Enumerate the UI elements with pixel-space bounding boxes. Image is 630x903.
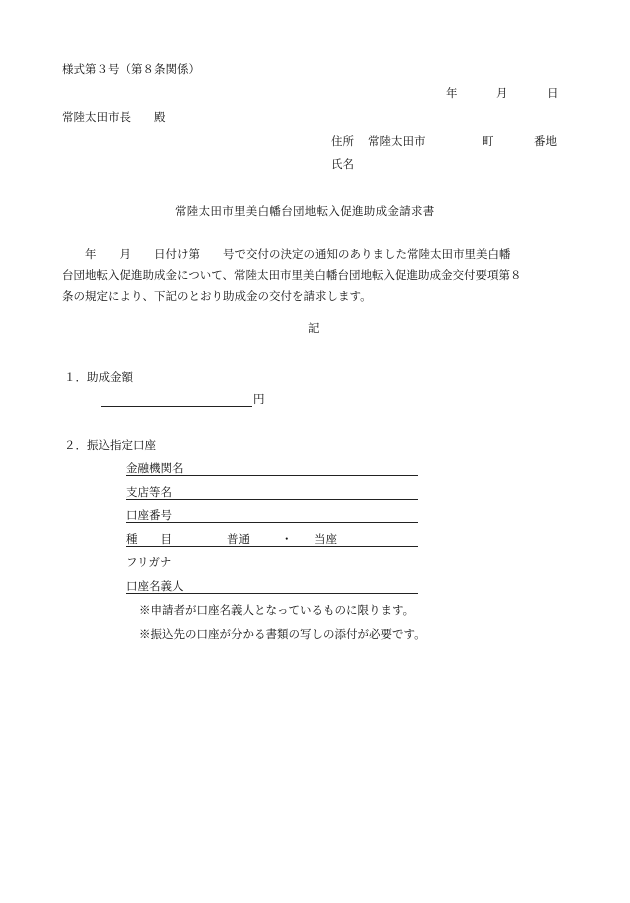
date-month: 月 [496,86,508,100]
address-label: 住所 [331,134,354,148]
body-line-1: 年 月 日付け第 号で交付の決定の通知のありました常陸太田市里美白幡 [62,247,511,261]
name-label: 氏名 [331,157,354,171]
section1-heading: １．助成金額 [64,370,133,384]
branch-label: 支店等名 [126,485,172,499]
account-type-field [126,532,418,547]
address-number: 番地 [534,134,557,148]
account-number-field [126,508,418,523]
body-paragraph [62,244,572,307]
note-1: ※申請者が口座名義人となっているものに限ります。 [139,603,415,617]
account-holder-label: 口座名義人 [126,579,184,593]
type-ordinary: 普通 [227,532,250,546]
account-number-label: 口座番号 [126,508,172,522]
address-town: 町 [482,134,494,148]
branch-field [126,485,418,500]
addressee: 常陸太田市長 殿 [62,110,166,124]
amount-field [101,392,252,407]
type-separator: ・ [281,532,293,546]
ki-marker: 記 [308,321,320,335]
furigana-label: フリガナ [126,555,172,569]
section2-heading: ２．振込指定口座 [64,438,156,452]
note-2: ※振込先の口座が分かる書類の写しの添付が必要です。 [139,627,426,641]
bank-name-label: 金融機関名 [126,461,184,475]
body-line-3: 条の規定により、下記のとおり助成金の交付を請求します。 [62,289,372,303]
address-city: 常陸太田市 [368,134,426,148]
bank-name-field [126,461,418,476]
account-type-label: 種 目 [126,532,172,546]
form-number: 様式第３号（第８条関係） [62,62,200,76]
yen-unit: 円 [253,392,265,406]
account-holder-field [126,579,418,594]
date-year: 年 [446,86,458,100]
document-title: 常陸太田市里美白幡台団地転入促進助成金請求書 [175,204,435,218]
type-current: 当座 [314,532,337,546]
body-line-2: 台団地転入促進助成金について、常陸太田市里美白幡台団地転入促進助成金交付要項第８ [62,268,522,282]
date-day: 日 [547,86,559,100]
